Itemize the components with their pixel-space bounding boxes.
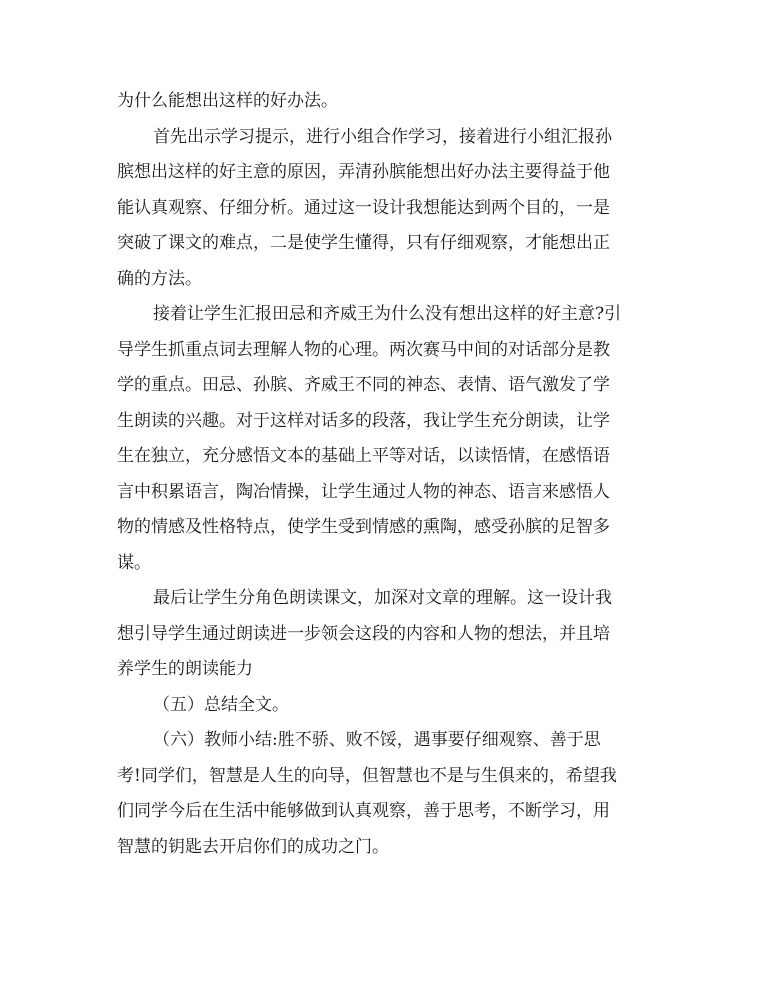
section-heading-summary: [117, 688, 662, 724]
document-body: [117, 84, 662, 865]
text-line: （五）总结全文。: [153, 694, 289, 715]
text-line: 确的方法。: [117, 268, 202, 289]
text-line: 言中积累语言，陶冶情操，让学生通过人物的神态、语言来感悟人: [117, 481, 610, 502]
paragraph-report: [117, 297, 662, 581]
text-line: 导学生抓重点词去理解人物的心理。两次赛马中间的对话部分是教: [117, 339, 610, 360]
text-line: 想引导学生通过朗读进一步领会这段的内容和人物的想法，并且培: [117, 623, 610, 644]
paragraph-role-reading: [117, 581, 662, 688]
text-line: 养学生的朗读能力: [117, 659, 253, 679]
text-line: （六）教师小结:胜不骄、败不馁，遇事要仔细观察、善于思: [153, 730, 601, 750]
text-line: 能认真观察、仔细分析。通过这一设计我想能达到两个目的，一是: [117, 197, 610, 218]
text-line: 学的重点。田忌、孙膑、齐威王不同的神态、表情、语气激发了学: [117, 375, 610, 395]
text-line: 突破了课文的难点，二是使学生懂得，只有仔细观察，才能想出正: [117, 233, 610, 253]
paragraph-study-prompt: [117, 120, 662, 298]
text-line: 物的情感及性格特点，使学生受到情感的熏陶，感受孙膑的足智多: [117, 517, 610, 537]
text-line: 最后让学生分角色朗读课文，加深对文章的理解。这一设计我: [153, 588, 612, 608]
text-line: 谋。: [117, 552, 151, 573]
text-line: 考!同学们，智慧是人生的向导，但智慧也不是与生俱来的，希望我: [117, 765, 617, 786]
text-line: 智慧的钥匙去开启你们的成功之门。: [117, 836, 389, 857]
paragraph-continuation: [117, 84, 662, 120]
paragraph-teacher-summary: [117, 723, 662, 865]
text-line: 膑想出这样的好主意的原因，弄清孙膑能想出好办法主要得益于他: [117, 162, 610, 182]
text-line: 首先出示学习提示，进行小组合作学习，接着进行小组汇报孙: [153, 126, 612, 147]
text-line: 们同学今后在生活中能够做到认真观察，善于思考，不断学习，用: [117, 801, 610, 821]
text-line: 为什么能想出这样的好办法。: [117, 91, 338, 111]
text-line: 接着让学生汇报田忌和齐威王为什么没有想出这样的好主意?引: [153, 304, 622, 324]
text-line: 生在独立，充分感悟文本的基础上平等对话，以读悟情，在感悟语: [117, 446, 610, 466]
text-line: 生朗读的兴趣。对于这样对话多的段落，我让学生充分朗读，让学: [117, 410, 610, 431]
